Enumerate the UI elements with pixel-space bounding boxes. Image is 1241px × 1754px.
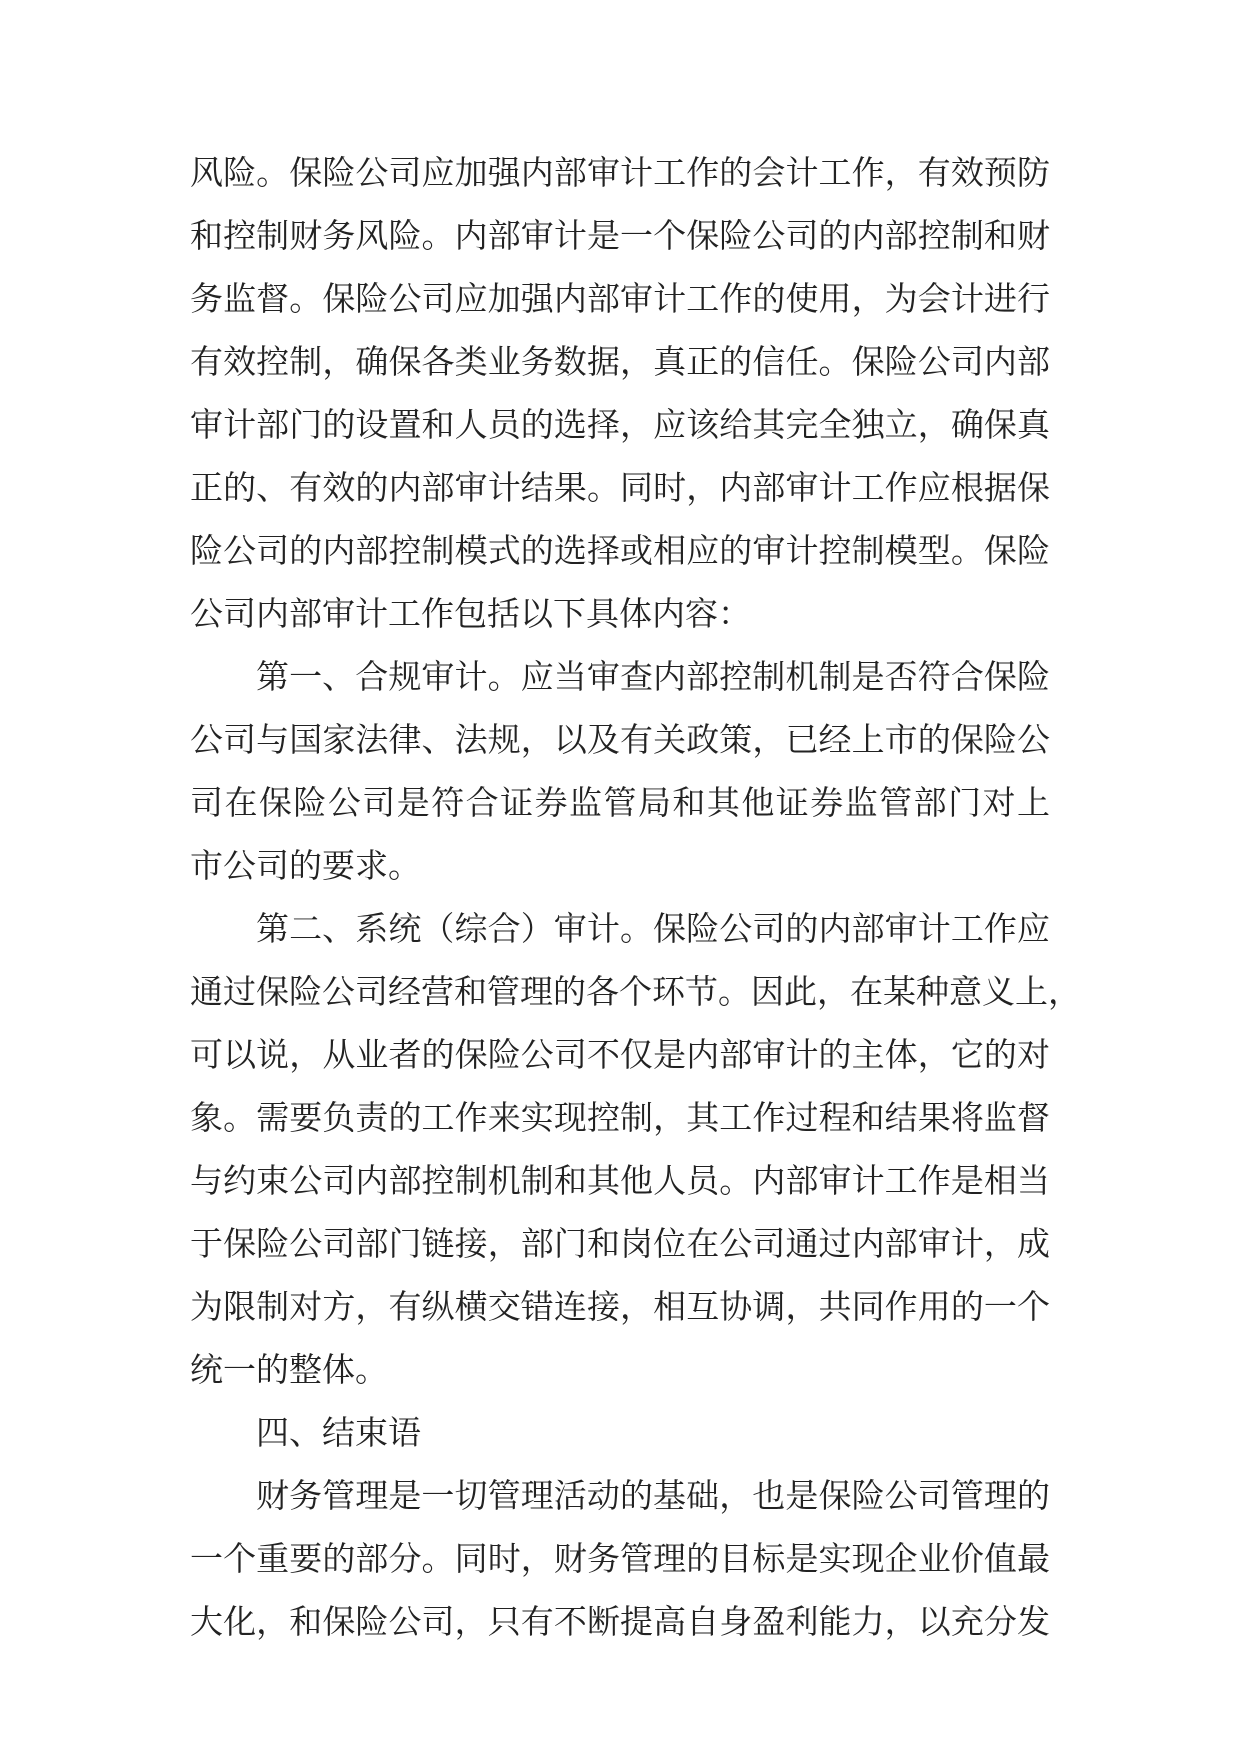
- text-line: 险公司的内部控制模式的选择或相应的审计控制模型。保险: [190, 531, 1050, 570]
- text-line: 与约束公司内部控制机制和其他人员。内部审计工作是相当: [190, 1161, 1050, 1200]
- text-line: 统一的整体。: [190, 1350, 388, 1389]
- text-line: 审计部门的设置和人员的选择，应该给其完全独立，确保真: [190, 405, 1050, 444]
- text-line: 第二、系统（综合）审计。保险公司的内部审计工作应: [256, 909, 1050, 948]
- text-line: 风险。保险公司应加强内部审计工作的会计工作，有效预防: [190, 153, 1050, 192]
- text-line: 一个重要的部分。同时，财务管理的目标是实现企业价值最: [190, 1539, 1050, 1578]
- text-line: 可以说，从业者的保险公司不仅是内部审计的主体，它的对: [190, 1035, 1050, 1074]
- text-line: 公司与国家法律、法规，以及有关政策，已经上市的保险公: [190, 720, 1050, 759]
- text-line: 市公司的要求。: [190, 846, 421, 885]
- text-line: 第一、合规审计。应当审查内部控制机制是否符合保险: [256, 657, 1050, 696]
- text-line: 大化，和保险公司，只有不断提高自身盈利能力，以充分发: [190, 1602, 1050, 1641]
- text-line: 财务管理是一切管理活动的基础，也是保险公司管理的: [256, 1476, 1050, 1515]
- text-line: 有效控制，确保各类业务数据，真正的信任。保险公司内部: [190, 342, 1050, 381]
- text-line: 公司内部审计工作包括以下具体内容：: [190, 594, 751, 633]
- body-text: [190, 141, 1081, 1653]
- text-line: 通过保险公司经营和管理的各个环节。因此，在某种意义上，: [190, 972, 1081, 1011]
- text-line: 象。需要负责的工作来实现控制，其工作过程和结果将监督: [190, 1098, 1050, 1137]
- section-heading: 四、结束语: [256, 1413, 421, 1452]
- text-line: 为限制对方，有纵横交错连接，相互协调，共同作用的一个: [190, 1287, 1050, 1326]
- text-line: 正的、有效的内部审计结果。同时，内部审计工作应根据保: [190, 468, 1050, 507]
- text-line: 和控制财务风险。内部审计是一个保险公司的内部控制和财: [190, 216, 1050, 255]
- text-line: 务监督。保险公司应加强内部审计工作的使用，为会计进行: [190, 279, 1050, 318]
- text-line: 司在保险公司是符合证券监管局和其他证券监管部门对上: [190, 783, 1050, 822]
- text-line: 于保险公司部门链接，部门和岗位在公司通过内部审计，成: [190, 1224, 1050, 1263]
